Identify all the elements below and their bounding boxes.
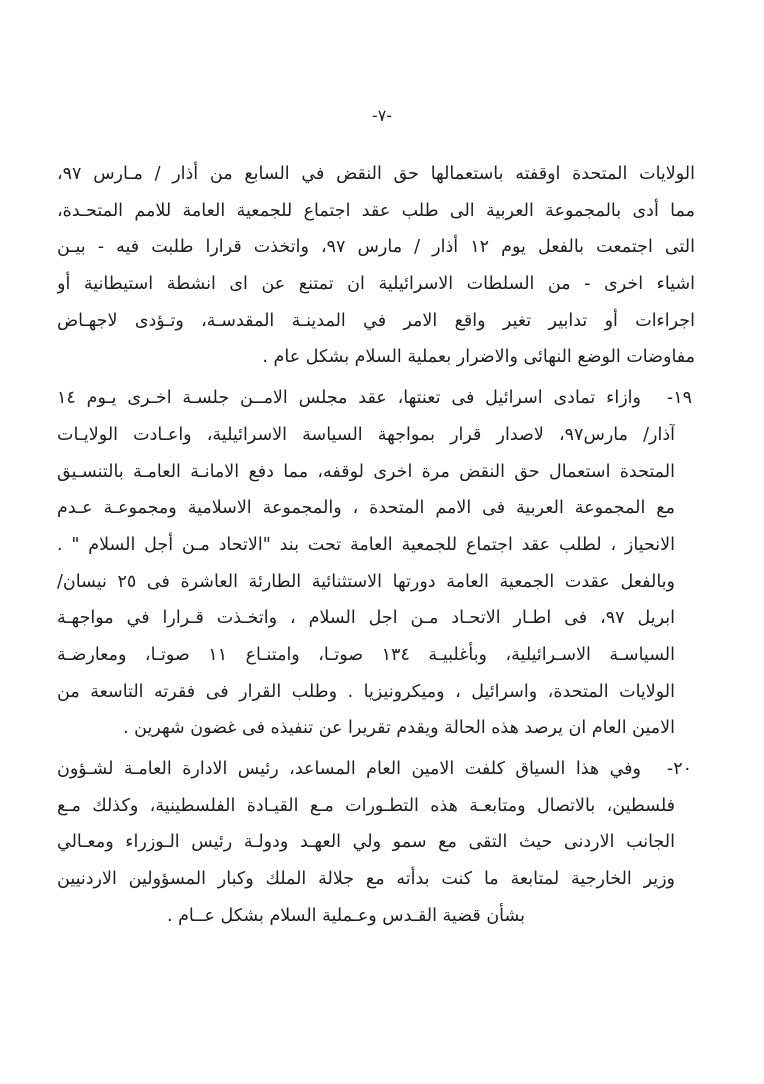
paragraph-20-number: ٢٠- [666,759,692,779]
text-line: المتحدة استعمال حق النقض مرة اخرى لوقفه، مما دفع الامانـة العامـة بالتنسـيق [57,461,675,482]
paragraph-19 [57,380,695,747]
text-line: الولايات المتحدة، واسرائيل ، وميكرونيزيا . وطلب القرار فى فقرته التاسعة من [57,681,675,702]
paragraph-20 [57,751,695,934]
text-line: الولايات المتحدة اوقفته باستعمالها حق النقض في السابع من أذار / مـارس ٩٧، [57,164,695,184]
paragraph-continuation [57,156,695,376]
text-line: الانحياز ، لطلب عقد اجتماع للجمعية العامة تحت بند "الاتحاد مـن أجل السلام " . [57,534,675,555]
text-line: فلسطين، بالاتصال ومتابعـة هذه التطـورات مـع القيـادة الفلسطينية، وكذلك مـع [57,795,675,816]
text-line: وازاء تمادى اسرائيل فى تعنتها، عقد مجلس الامــن جلسـة اخـرى يـوم ١٤ [57,388,641,409]
text-line: الجانب الاردنى حيث التقى مع سمو ولي العهـد ودولـة رئيس الـوزراء ومعـالي [57,832,675,853]
text-line: اجراءات أو تدابير تغير واقع الامر في المدينـة المقدسـة، وتـؤدى لاجهـاض [57,310,695,331]
text-line: بشأن قضية القـدس وعـملية السلام بشكل عــام . [166,905,525,926]
text-line: اشياء اخرى - من السلطات الاسرائيلية ان تمتنع عن اى انشطة استيطانية أو [57,274,695,295]
text-line: وفي هذا السياق كلفت الامين العام المساعد، رئيس الادارة العامـة لشـؤون [57,759,641,779]
text-line: آذار/ مارس٩٧، لاصدار قرار بمواجهة السياسة الاسرائيلية، واعـادت الولايـات [57,424,675,445]
page-number: -٧- [371,106,393,125]
text-line: وزير الخارجية لمتابعة ما كنت بدأته مع جلالة الملك وكبار المسؤولين الاردنيين [57,869,675,890]
document-body [57,156,695,934]
text-line: التى اجتمعت بالفعل يوم ١٢ أذار / مارس ٩٧، واتخذت قرارا طلبت فيه - بيـن [57,237,695,258]
text-line: الامين العام ان يرصد هذه الحالة ويقدم تقريرا عن تنفيذه فى غضون شهرين . [122,718,675,739]
text-line: مفاوضات الوضع النهائى والاضرار بعملية السلام بشكل عام . [262,347,695,368]
text-line: السياسـة الاسـرائيلية، وبأغلبيـة ١٣٤ صوتـا، وامتنـاع ١١ صوتـا، ومعارضـة [57,644,675,665]
text-line: مع المجموعة العربية فى الامم المتحدة ، والمجموعة الاسلامية ومجموعـة عـدم [57,498,675,519]
paragraph-19-number: ١٩- [666,388,692,409]
text-line: وبالفعل عقدت الجمعية العامة دورتها الاستثنائية الطارئة العاشرة فى ٢٥ نيسان/ [57,571,675,592]
text-line: مما أدى بالمجموعة العربية الى طلب عقد اجتماع للجمعية العامة للامم المتحـدة، [57,200,695,221]
text-line: ابريل ٩٧، فى اطـار الاتحـاد مـن اجل السلام ، واتخـذت قـرارا في مواجهـة [57,608,675,629]
